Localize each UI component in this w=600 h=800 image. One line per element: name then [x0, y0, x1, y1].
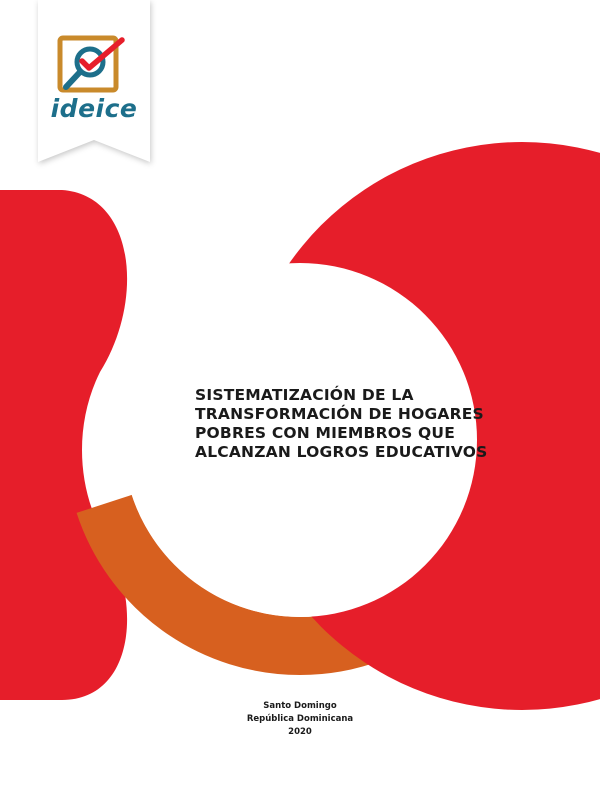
- title-line: TRANSFORMACIÓN DE HOGARES: [195, 405, 484, 423]
- title-line: ALCANZAN LOGROS EDUCATIVOS: [195, 443, 488, 461]
- left-red-shape: [0, 190, 127, 700]
- title-line: POBRES CON MIEMBROS QUE: [195, 424, 455, 442]
- city: Santo Domingo: [263, 701, 337, 711]
- logo-wordmark: ideice: [50, 94, 138, 123]
- document-title: [195, 386, 488, 462]
- logo-ribbon: [38, 0, 150, 162]
- country: República Dominicana: [246, 714, 354, 724]
- year: 2020: [288, 727, 312, 737]
- publication-info: [200, 700, 400, 739]
- magnifier-checkmark-icon: [56, 34, 130, 94]
- title-line: SISTEMATIZACIÓN DE LA: [195, 386, 414, 404]
